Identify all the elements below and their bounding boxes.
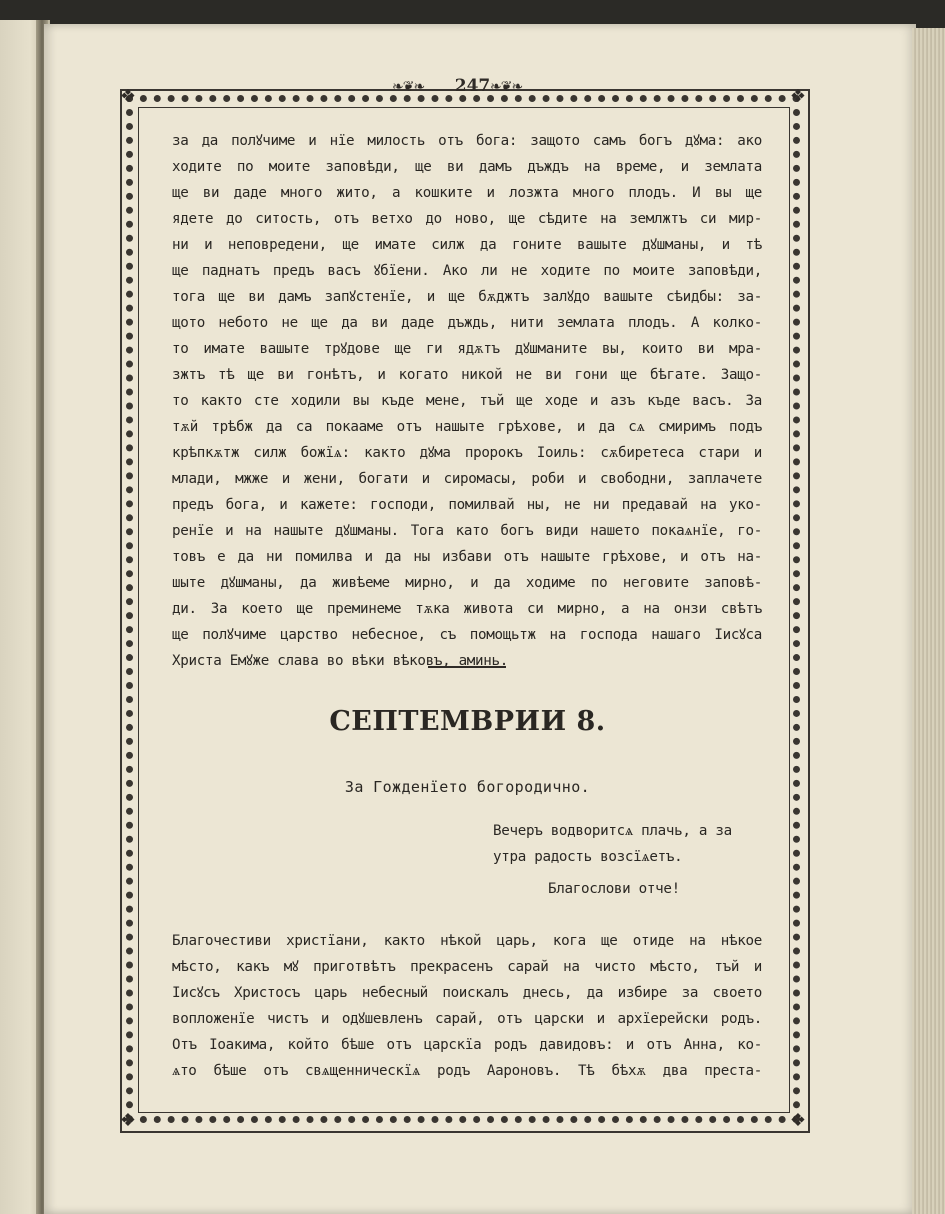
lower-paragraph xyxy=(172,928,762,1084)
upper-paragraph xyxy=(172,128,762,674)
text-line: ренїе и на нашыте дꙋшманы. Тога като богъ види нашето покаѧнїе, го- xyxy=(172,523,762,539)
corner-ornament-icon: ❖ xyxy=(119,1110,137,1131)
text-line: ходите по моите заповѣди, ще ви дамъ дъждъ на време, и землата xyxy=(172,159,762,175)
text-line: крѣпкѫтж силж божїѧ: както дꙋма пророкъ Іоиль: сѫбиретеса стари и xyxy=(172,445,762,461)
epigraph xyxy=(493,818,773,870)
text-line: шыте дꙋшманы, да живѣеме мирно, и да ходиме по неговите заповѣ- xyxy=(172,575,762,591)
text-line: то както сте ходили вы къде мене, тъй ще ходе и азъ къде васъ. За xyxy=(172,393,762,409)
leaf-ornament-left-icon: ❧❦❧ xyxy=(392,79,425,95)
page-number: 247 xyxy=(454,76,491,96)
text-line: тога ще ви дамъ запꙋстенїе, и ще бѫджтъ залꙋдо вашыте сѣидбы: за- xyxy=(172,289,762,305)
corner-ornament-icon: ❖ xyxy=(119,86,137,107)
corner-ornament-icon: ❖ xyxy=(789,86,807,107)
text-line: то имате вашыте трꙋдове ще ги ядѫтъ дꙋшманите вы, които ви мра- xyxy=(172,341,762,357)
epigraph-line: Вечеръ водворитсѧ плачь, а за xyxy=(493,823,732,839)
page-stack-edge xyxy=(912,28,945,1214)
text-line: за да полꙋчиме и нїе милость отъ бога: защото самъ богъ дꙋма: ако xyxy=(172,133,762,149)
section-subtitle: За Гожденїето богородично. xyxy=(344,778,591,796)
text-line: ядете до ситость, отъ ветхо до ново, ще сѣдите на землжтъ си мир- xyxy=(172,211,762,227)
text-line: Благочестиви христїани, както нѣкой царь, кога ще отиде на нѣкое xyxy=(172,933,762,949)
section-divider xyxy=(428,666,506,668)
text-line: Іисꙋсъ Христосъ царь небесный поискалъ днесь, да избире за своето xyxy=(172,985,762,1001)
text-line: Христа Емꙋже слава во вѣки вѣковъ, аминь. xyxy=(172,653,509,669)
section-title: СЕПТЕМВРИИ 8. xyxy=(329,706,606,737)
text-line: тѫй трѣбж да са покаамe отъ нашыте грѣхове, и да сѧ смиримъ подъ xyxy=(172,419,762,435)
text-line: ни и неповредени, ще имате силж да гоните вашыте дꙋшманы, и тѣ xyxy=(172,237,762,253)
text-line: ще ви даде много жито, а кошките и лозжта много плодъ. И вы ще xyxy=(172,185,762,201)
corner-ornament-icon: ❖ xyxy=(789,1110,807,1131)
text-line: млади, мжже и жени, богати и сиромасы, роби и свободни, заплачете xyxy=(172,471,762,487)
text-line: предъ бога, и кажете: господи, помилвай ны, не ни предавай на уко- xyxy=(172,497,762,513)
text-line: ще полꙋчиме царство небесное, съ помощьтж на господа нашаго Іисꙋса xyxy=(172,627,762,643)
leaf-ornament-right-icon: ❧❦❧ xyxy=(490,79,523,95)
text-line: Отъ Іоакима, който бѣше отъ царскїа родъ давидовъ: и отъ Анна, ко- xyxy=(172,1037,762,1053)
text-line: ѧто бѣше отъ свѧщенническїѧ родъ Аароновъ. Тѣ бѣхѫ два преста- xyxy=(172,1063,762,1079)
text-line: мѣсто, какъ мꙋ приготвѣтъ прекрасенъ сарай на чисто мѣсто, тъй и xyxy=(172,959,762,975)
text-line: зжтъ тѣ ще ви гонѣтъ, и когато никой не ви гони ще бѣгате. Защо- xyxy=(172,367,762,383)
text-line: щото небото не ще да ви даде дъждь, нити землата плодъ. А колко- xyxy=(172,315,762,331)
text-line: ди. За което ще преминеме тѫка живота си мирно, а на онзи свѣтъ xyxy=(172,601,762,617)
text-line: ще паднатъ предъ васъ ꙋбїени. Ако ли не ходите по моите заповѣди, xyxy=(172,263,762,279)
text-line: вопложенїе чистъ и одꙋшевленъ сарай, отъ царски и архїерейски родъ. xyxy=(172,1011,762,1027)
blessing-line: Благослови отче! xyxy=(548,881,680,897)
epigraph-line: утра радость возсїѧетъ. xyxy=(493,849,683,865)
text-line: товъ е да ни помилва и да ны избави отъ нашыте грѣхове, и отъ на- xyxy=(172,549,762,565)
